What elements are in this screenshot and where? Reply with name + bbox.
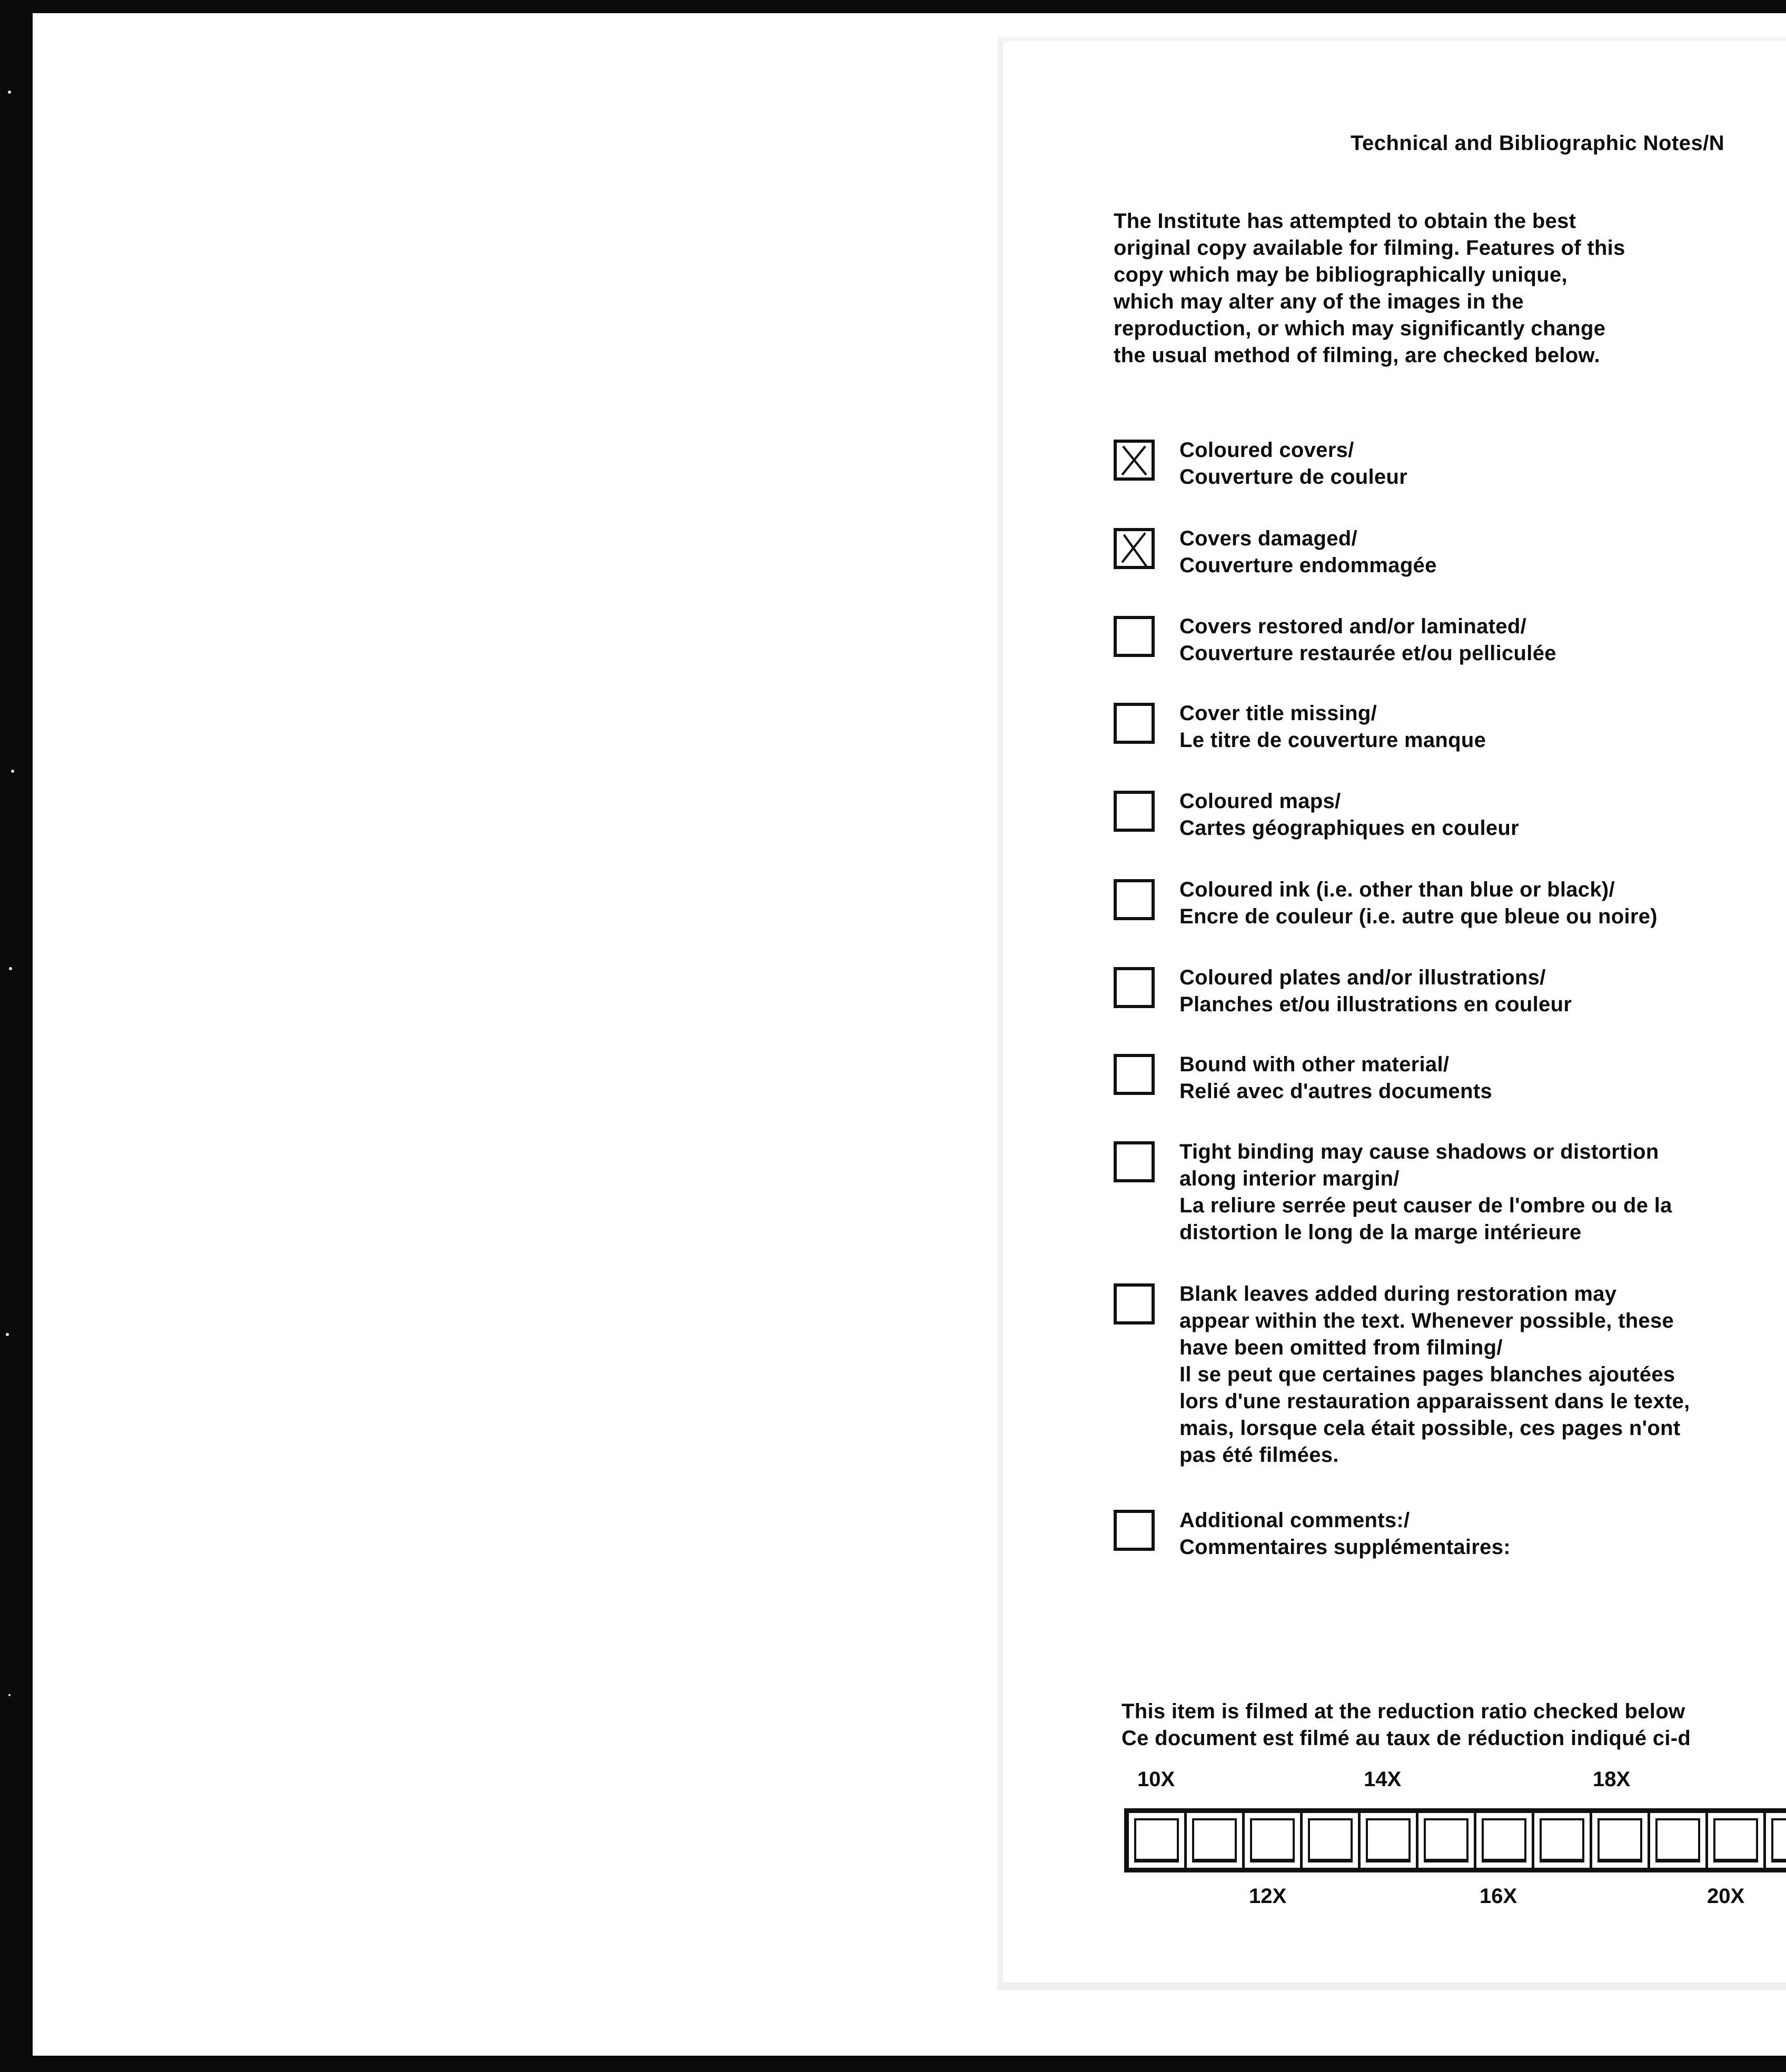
ratio-cell[interactable] [1708,1813,1766,1868]
reduction-ratio-boxes [1124,1808,1786,1872]
checkbox-blank-leaves[interactable] [1114,1283,1155,1324]
ratio-label-14x: 14X [1364,1768,1402,1791]
check-x-icon [1117,443,1152,477]
ratio-cell[interactable] [1187,1813,1245,1868]
ratio-cell[interactable] [1476,1813,1534,1868]
checkbox-bound-with-other[interactable] [1114,1054,1155,1095]
ratio-label-16x: 16X [1480,1885,1517,1908]
ratio-cell[interactable] [1592,1813,1650,1868]
ratio-label-12x: 12X [1249,1885,1287,1908]
ratio-cell[interactable] [1361,1813,1418,1868]
checkbox-covers-damaged[interactable] [1114,528,1155,569]
ratio-cell[interactable] [1129,1813,1187,1868]
item-label: Coloured ink (i.e. other than blue or black)/ Encre de couleur (i.e. autre que bleue ou noire) [1179,878,1658,928]
ratio-label-10x: 10X [1137,1768,1175,1791]
ratio-cell[interactable] [1303,1813,1361,1868]
ratio-cell[interactable] [1418,1813,1476,1868]
intro-paragraph: The Institute has attempted to obtain the best original copy available for filming. Features of this copy which may be bibliographically unique, which may alter any of the images in the reproduction, or which may significantly change the usual method of filming, are checked below. [1114,210,1625,367]
ratio-cell[interactable] [1766,1813,1786,1868]
checkbox-coloured-maps[interactable] [1114,791,1155,832]
ratio-label-18x: 18X [1593,1768,1631,1791]
item-label: Coloured covers/ Couverture de couleur [1179,439,1408,489]
item-label: Additional comments:/ Commentaires supplémentaires: [1179,1509,1511,1559]
ratio-cell[interactable] [1650,1813,1708,1868]
item-label: Coloured plates and/or illustrations/ Planches et/ou illustrations en couleur [1179,966,1572,1016]
checkbox-additional-comments[interactable] [1114,1510,1155,1551]
item-label: Blank leaves added during restoration may appear within the text. Whenever possible, these have been omitted from filming/ Il se peut que certaines pages blanches ajoutées lors d'une restauration apparaissent dans le texte, mais, lorsque cela était possible, ces pages n'ont pas été filmées. [1179,1282,1690,1467]
ratio-cell[interactable] [1245,1813,1303,1868]
scan-edge-specks [0,0,33,2072]
checkbox-coloured-ink[interactable] [1114,879,1155,920]
item-label: Coloured maps/ Cartes géographiques en couleur [1179,790,1520,840]
checkbox-covers-restored[interactable] [1114,616,1155,657]
ratio-label-20x: 20X [1707,1885,1745,1908]
item-label: Cover title missing/ Le titre de couverture manque [1179,702,1486,752]
item-label: Bound with other material/ Relié avec d'autres documents [1179,1053,1492,1103]
item-label: Covers damaged/ Couverture endommagée [1179,527,1437,577]
checkbox-cover-title-missing[interactable] [1114,703,1155,744]
item-label: Tight binding may cause shadows or distortion along interior margin/ La reliure serrée peut causer de l'ombre ou de la distortion le long de la marge intérieure [1179,1140,1672,1244]
checkbox-coloured-plates[interactable] [1114,967,1155,1008]
item-label: Covers restored and/or laminated/ Couverture restaurée et/ou pelliculée [1179,615,1556,665]
checkbox-tight-binding[interactable] [1114,1141,1155,1182]
page-heading: Technical and Bibliographic Notes/N [1351,132,1725,155]
check-x-icon [1117,531,1152,566]
reduction-note: This item is filmed at the reduction ratio checked below Ce document est filmé au taux de réduction indiqué ci-d [1122,1700,1691,1750]
checkbox-coloured-covers[interactable] [1114,440,1155,481]
ratio-cell[interactable] [1534,1813,1592,1868]
